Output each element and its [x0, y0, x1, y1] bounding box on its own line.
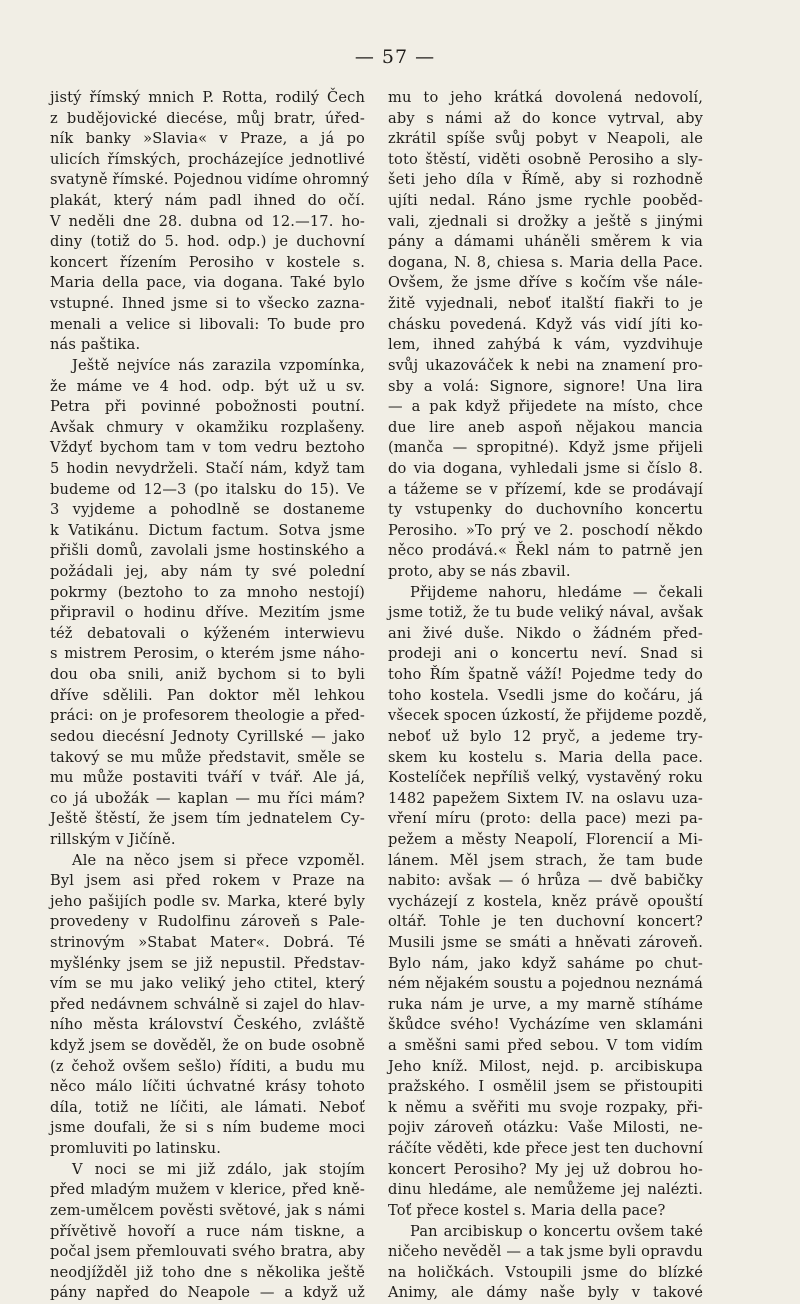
text-line: ničeho nevěděl — a tak jsme byli opravdu — [388, 1243, 703, 1261]
text-line: Musili jsme se smáti a hněvati zároveň. — [388, 933, 703, 951]
text-line: nás paštika. — [50, 336, 141, 354]
text-line: dou oba snili, aniž bychom si to byli — [50, 666, 365, 684]
text-line: Toť přece kostel s. Maria della pace? — [388, 1201, 666, 1219]
text-line: svůj ukazováček k nebi na znamení pro- — [388, 356, 703, 374]
text-line: pokrmy (beztoho to za mnoho nestojí) — [50, 583, 365, 601]
text-line: dogana, N. 8, chiesa s. Maria della Pace. — [388, 253, 703, 271]
text-line: díla, totiž ne líčiti, ale lámati. Neboť — [50, 1098, 365, 1116]
text-line: zem-umělcem pověsti světové, jak s námi — [50, 1201, 365, 1219]
text-line: V noci se mi již zdálo, jak stojím — [72, 1160, 365, 1178]
text-line: jsme doufali, že si s ním budeme moci — [50, 1119, 365, 1137]
text-line: sedou diecésní Jednoty Cyrillské — jako — [50, 727, 365, 745]
text-line: toho kostela. Vsedli jsme do kočáru, já — [388, 686, 703, 704]
text-line: mu to jeho krátká dovolená nedovolí, — [388, 89, 703, 106]
text-line: aby s námi až do konce vytrval, aby — [388, 109, 703, 127]
text-line: šeti jeho díla v Římě, aby si rozhodně — [388, 171, 703, 189]
text-line: zkrátil spíše svůj pobyt v Neapoli, ale — [388, 130, 703, 148]
text-line: s mistrem Perosim, o kterém jsme náho- — [50, 645, 365, 663]
text-line: ani živé duše. Nikdo o žádném před- — [388, 624, 703, 642]
text-line: pražského. I osmělil jsem se přistoupiti — [388, 1078, 703, 1096]
text-line: lem, ihned zahýbá k vám, vyzdvihuje — [388, 336, 703, 354]
text-line: — a pak když přijedete na místo, chce — [388, 398, 703, 416]
text-line: vření míru (proto: della pace) mezi pa- — [388, 810, 703, 828]
text-line: pežem a městy Neapolí, Florencií a Mi- — [388, 830, 703, 848]
text-line: pány napřed do Neapole — a když už — [50, 1284, 365, 1302]
text-line: Petra při povinné pobožnosti poutní. — [50, 398, 365, 416]
text-line: plakát, který nám padl ihned do očí. — [50, 192, 365, 210]
text-line: prodeji ani o koncertu neví. Snad si — [388, 645, 703, 663]
text-line: Maria della pace, via dogana. Také bylo — [50, 274, 365, 292]
text-line: mu může postaviti tváří v tvář. Ale já, — [50, 769, 365, 787]
text-line: (z čehož ovšem sešlo) říditi, a budu mu — [50, 1057, 365, 1075]
text-line: menali a velice si libovali: To bude pro — [50, 315, 365, 333]
text-line: sby a volá: Signore, signore! Una lira — [388, 377, 703, 395]
text-line: Přijdeme nahoru, hledáme — čekali — [410, 583, 703, 601]
text-line: Perosiho. »To prý ve 2. poschodí někdo — [388, 521, 703, 539]
text-line: nabito: avšak — ó hrůza — dvě babičky — [388, 872, 703, 890]
text-line: do via dogana, vyhledali jsme si číslo 8. — [388, 459, 703, 477]
text-line: chásku povedená. Když vás vidí jíti ko- — [388, 315, 703, 333]
text-line: due lire aneb aspoň nějakou mancia — [388, 418, 703, 436]
text-line: vali, zjednali si drožky a ještě s jinými — [388, 212, 703, 230]
text-line: před nedávnem schválně si zajel do hlav- — [50, 995, 365, 1013]
text-line: promluviti po latinsku. — [50, 1140, 221, 1158]
text-line: vím se mu jako veliký jeho ctitel, který — [50, 975, 365, 993]
text-line: koncert Perosiho? My jej už dobrou ho- — [388, 1160, 703, 1178]
text-line: ruka nám je urve, a my marně stíháme — [388, 995, 703, 1013]
text-line: Pan arcibiskup o koncertu ovšem také — [410, 1222, 703, 1240]
text-line: 3 vyjdeme a pohodlně se dostaneme — [50, 501, 365, 519]
text-line: počal jsem přemlouvati svého bratra, aby — [50, 1243, 365, 1261]
text-line: škůdce svého! Vycházíme ven sklamáni — [388, 1016, 703, 1034]
text-line: připravil o hodinu dříve. Mezitím jsme — [50, 604, 365, 622]
text-line: proto, aby se nás zbavil. — [388, 563, 571, 581]
text-line: ník banky »Slavia« v Praze, a já po — [50, 130, 365, 148]
text-line: toho Řím špatně váží! Pojedme tedy do — [388, 666, 703, 684]
text-line: Jeho kníž. Milost, nejd. p. arcibiskupa — [388, 1057, 703, 1075]
text-line: k Vatikánu. Dictum factum. Sotva jsme — [50, 521, 365, 539]
text-line: před mladým mužem v klerice, před kně- — [50, 1181, 365, 1199]
text-line: ního města království Českého, zvláště — [50, 1016, 365, 1034]
text-line: žitě vyjednali, neboť italští fiakři to je — [388, 295, 703, 313]
text-line: Ale na něco jsem si přece vzpoměl. — [72, 851, 365, 869]
text-line: 1482 papežem Sixtem IV. na oslavu uza- — [388, 789, 703, 807]
text-line: Animy, ale dámy naše byly v takové — [388, 1284, 703, 1302]
text-line: na holičkách. Vstoupili jsme do blízké — [388, 1263, 703, 1281]
text-line: ujíti nedal. Ráno jsme rychle pooběd- — [388, 192, 703, 210]
text-line: vstupné. Ihned jsme si to všecko zazna- — [50, 295, 365, 313]
text-line: ném nějakém soustu a pojednou neznámá — [388, 975, 703, 993]
text-line: požádali jej, aby nám ty své polední — [50, 563, 365, 581]
text-line: myšlénky jsem se již nepustil. Představ- — [50, 954, 365, 972]
text-line: toto štěstí, viděti osobně Perosiho a sly- — [388, 150, 703, 168]
text-line: a tážeme se v přízemí, kde se prodávají — [388, 480, 703, 498]
text-line: (manča — spropitné). Když jsme přijeli — [388, 439, 703, 457]
text-line: Ovšem, že jsme dříve s kočím vše nále- — [388, 274, 703, 292]
page-number: — 57 — — [354, 46, 436, 68]
text-line: též debatovali o kýženém interwievu — [50, 624, 365, 642]
text-line: Byl jsem asi před rokem v Praze na — [50, 872, 365, 890]
text-line: dříve sdělili. Pan doktor měl lehkou — [50, 686, 365, 704]
text-line: Vždyť bychom tam v tom vedru beztoho — [50, 439, 365, 457]
text-line: dinu hledáme, ale nemůžeme jej nalézti. — [388, 1181, 703, 1199]
text-line: práci: on je profesorem theologie a před- — [50, 707, 365, 725]
text-line: V neděli dne 28. dubna od 12.—17. ho- — [50, 212, 365, 230]
left-text-column — [50, 88, 370, 1304]
text-line: k němu a svěřiti mu svoje rozpaky, při- — [388, 1098, 703, 1116]
text-line: Bylo nám, jako když saháme po chut- — [388, 954, 703, 972]
text-line: ulicích římských, procházejíce jednotlivé — [50, 150, 365, 168]
text-line: rillským v Jičíně. — [50, 830, 176, 848]
text-line: diny (totiž do 5. hod. odp.) je duchovní — [50, 233, 365, 251]
text-line: takový se mu může představit, směle se — [50, 748, 365, 766]
text-line: skem ku kostelu s. Maria della pace. — [388, 748, 703, 766]
text-line: neodjížděl již toho dne s několika ještě — [50, 1263, 365, 1281]
text-line: ty vstupenky do duchovního koncertu — [388, 501, 703, 519]
text-line: jeho pašijích podle sv. Marka, které byly — [50, 892, 365, 910]
right-text-column — [388, 88, 708, 1304]
text-line: přišli domů, zavolali jsme hostinského a — [50, 542, 365, 560]
text-line: Kostelíček nepříliš velký, vystavěný roku — [388, 769, 703, 787]
text-line: něco málo líčiti úchvatné krásy tohoto — [50, 1078, 365, 1096]
text-line: něco prodává.« Řekl nám to patrně jen — [388, 542, 703, 560]
text-line: a směšni sami před sebou. V tom vidím — [388, 1037, 703, 1055]
text-line: provedeny v Rudolfinu zároveň s Pale- — [50, 913, 365, 931]
text-line: Ještě štěstí, že jsem tím jednatelem Cy- — [50, 810, 365, 828]
text-line: vycházejí z kostela, kněz právě opouští — [388, 892, 703, 910]
text-line: pány a dámami uháněli směrem k via — [388, 233, 703, 251]
text-line: pojiv zároveň otázku: Vaše Milosti, ne- — [388, 1119, 703, 1137]
text-line: Avšak chmury v okamžiku rozplašeny. — [50, 418, 365, 436]
text-line: svatyně římské. Pojednou vidíme ohromný — [50, 171, 370, 189]
text-line: Ještě nejvíce nás zarazila vzpomínka, — [72, 356, 365, 374]
text-line: když jsem se dověděl, že on bude osobně — [50, 1037, 365, 1055]
text-line: jistý římský mnich P. Rotta, rodilý Čech — [50, 89, 365, 106]
text-line: ráčíte věděti, kde přece jest ten duchovní — [388, 1140, 703, 1158]
text-line: strinovým »Stabat Mater«. Dobrá. Té — [50, 933, 365, 951]
text-line: co já ubožák — kaplan — mu říci mám? — [50, 789, 365, 807]
text-line: koncert řízením Perosiho v kostele s. — [50, 253, 365, 271]
text-line: z budějovické diecése, můj bratr, úřed- — [50, 109, 365, 127]
text-line: jsme totiž, že tu bude veliký nával, avšak — [388, 604, 703, 622]
text-line: budeme od 12—3 (po italsku do 15). Ve — [50, 480, 365, 498]
text-line: všecek spocen úzkostí, že přijdeme pozdě, — [388, 707, 708, 725]
text-line: přívětivě hovoří a ruce nám tiskne, a — [50, 1222, 365, 1240]
text-line: 5 hodin nevydrželi. Stačí nám, když tam — [50, 459, 365, 477]
text-line: lánem. Měl jsem strach, že tam bude — [388, 851, 703, 869]
text-line: oltář. Tohle je ten duchovní koncert? — [388, 913, 703, 931]
text-line: neboť už bylo 12 pryč, a jedeme try- — [388, 727, 703, 745]
text-line: že máme ve 4 hod. odp. být už u sv. — [50, 377, 365, 395]
